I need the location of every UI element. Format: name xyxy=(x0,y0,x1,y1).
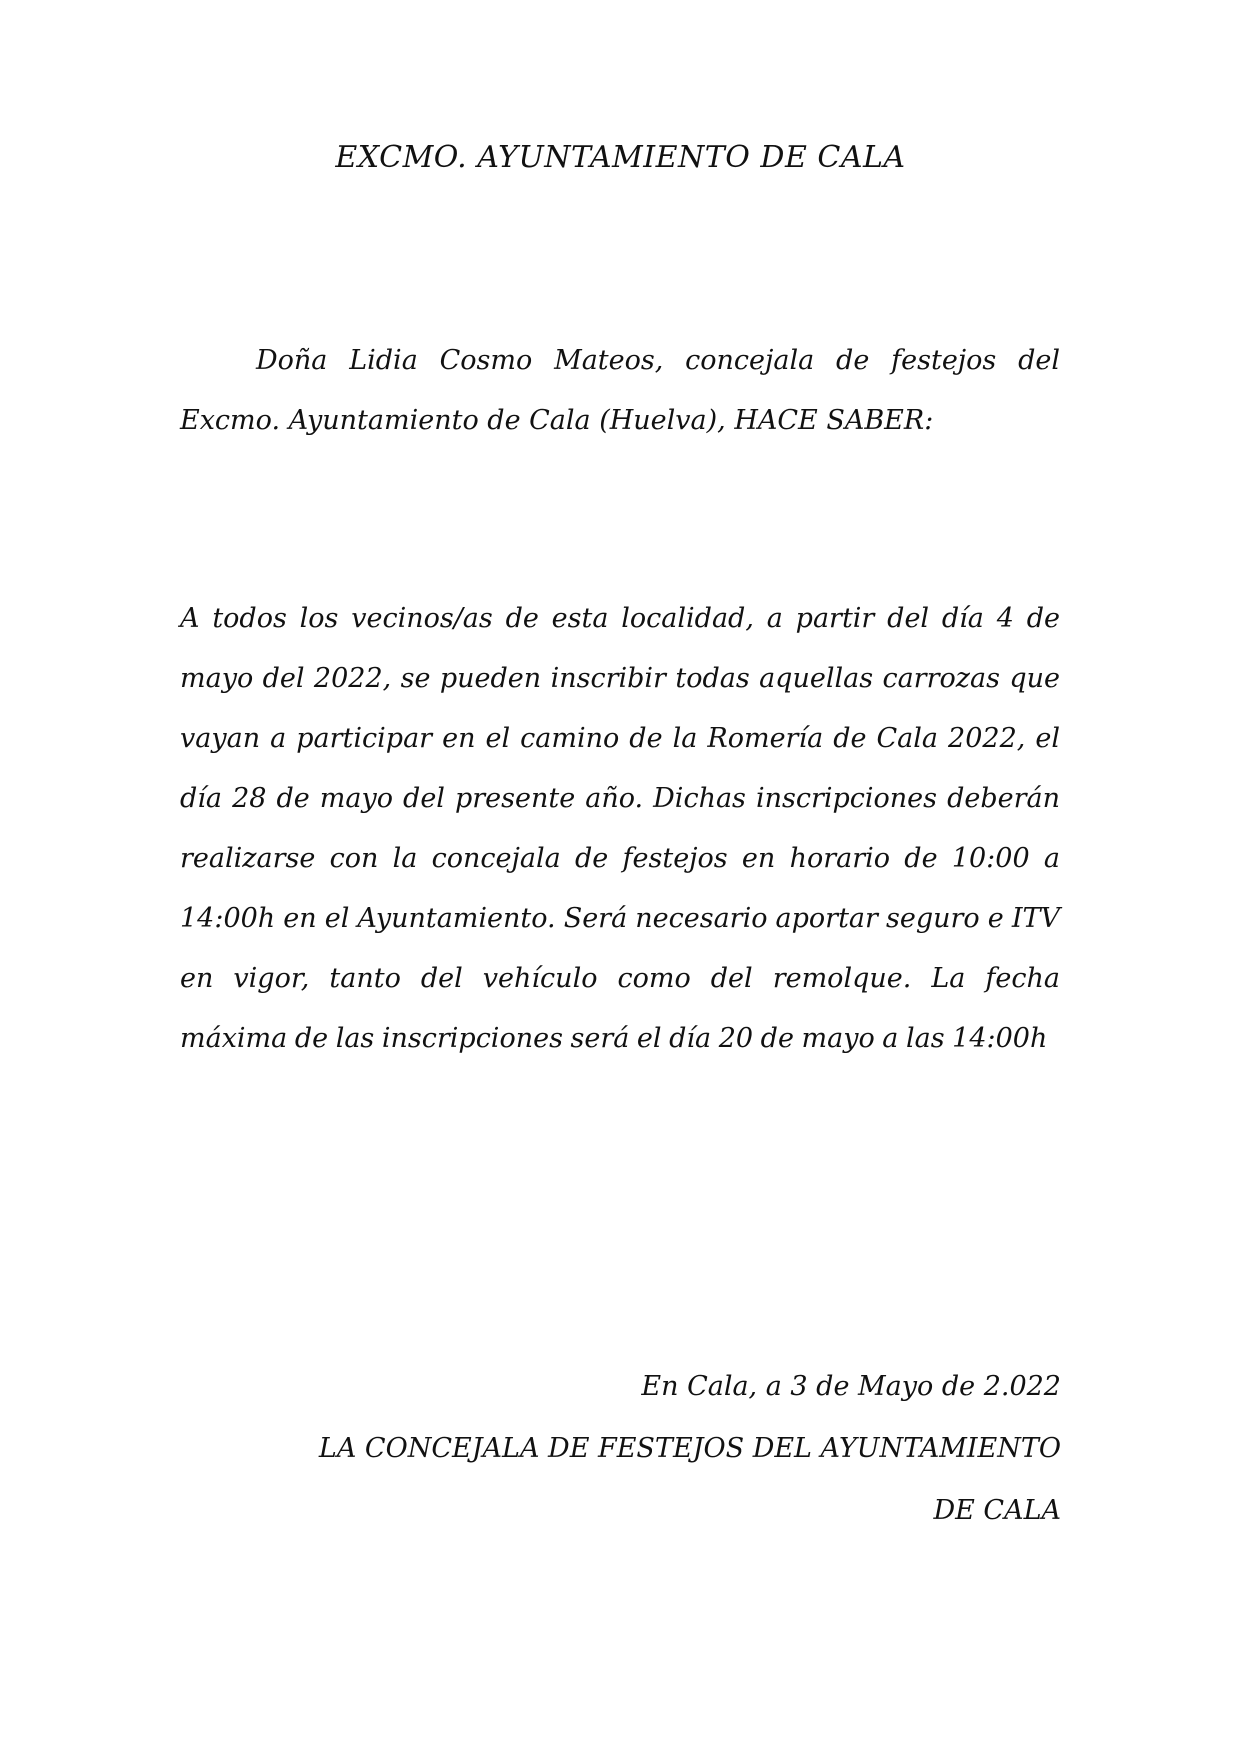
intro-line-2: Ayuntamiento de Cala (Huelva), HACE SABER: xyxy=(288,405,934,436)
announcement-body: A todos los vecinos/as de esta localidad, a partir del día 4 de mayo del 2022, se pueden inscribir todas aquellas carrozas que vayan a participar en el camino de la Romería de Cala 2022, el día 28 de mayo del presente año. Dichas inscripciones deberán realizarse con la concejala de festejos en horario de 10:00 a 14:00h en el Ayuntamiento. Será necesario aportar seguro e ITV en vigor, tanto del vehículo como del remolque. La fecha máxima de las inscripciones será el día 20 de mayo a las 14:00h xyxy=(180,603,1060,1054)
intro-paragraph xyxy=(180,331,1060,451)
signer-block xyxy=(181,1418,1061,1542)
document-heading: EXCMO. AYUNTAMIENTO DE CALA xyxy=(335,140,906,175)
signer-title-line-1: LA CONCEJALA DE FESTEJOS DEL AYUNTAMIENTO xyxy=(318,1433,1061,1464)
date-line: En Cala, a 3 de Mayo de 2.022 xyxy=(641,1371,1061,1402)
intro-line-1: Doña Lidia Cosmo Mateos, concejala de festejos del Excmo. xyxy=(180,345,1060,436)
signer-title-line-2: DE CALA xyxy=(933,1495,1061,1526)
